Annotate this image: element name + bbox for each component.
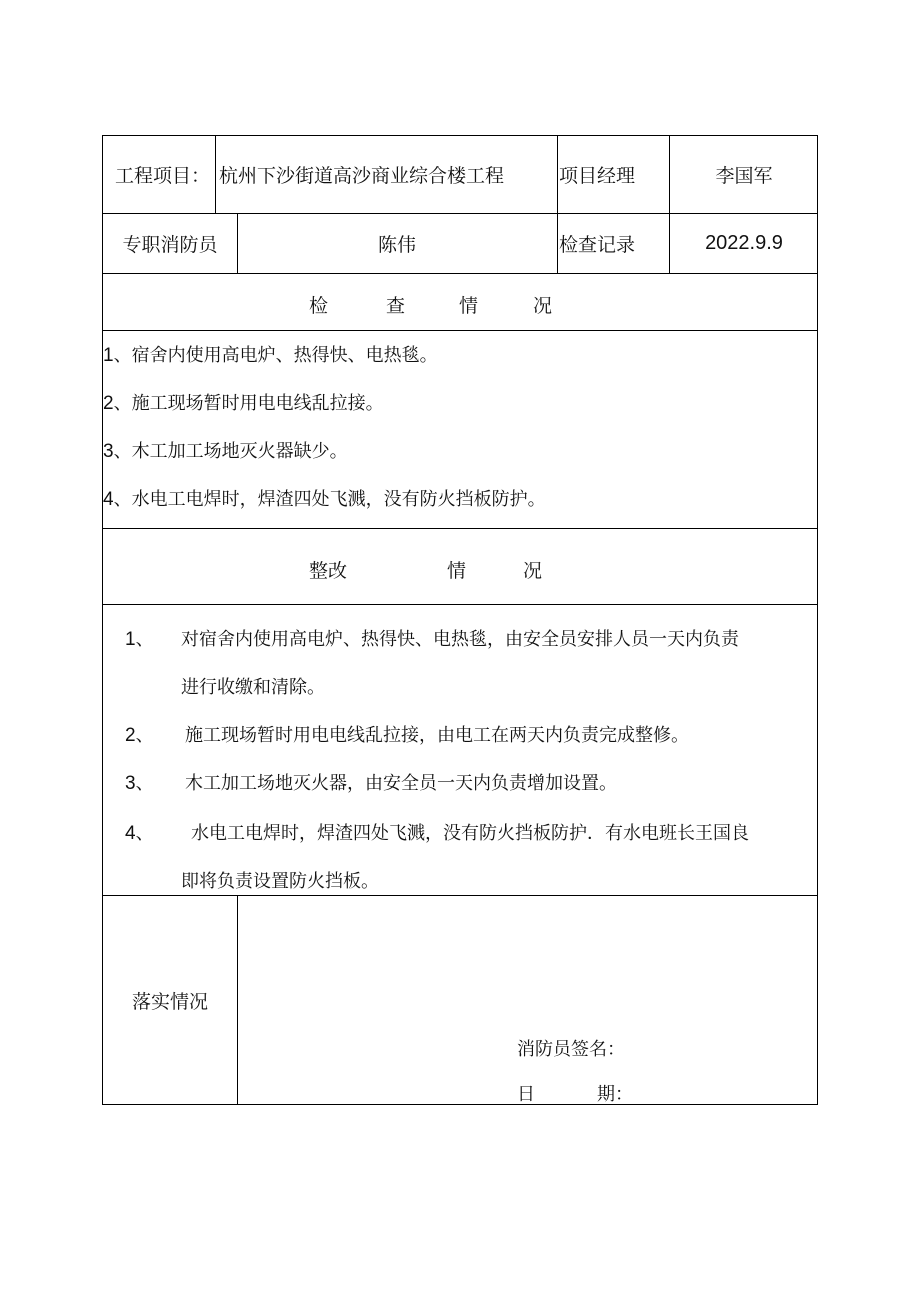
signature-label: 消防员签名： [517, 1039, 625, 1060]
rectification-title-part-2: 情 [447, 560, 467, 582]
officer-name [237, 214, 557, 273]
inspection-title-char-1: 检 [309, 295, 329, 317]
rectification-item-number: 3、 [125, 773, 154, 794]
record-date [669, 214, 819, 273]
project-label [115, 136, 219, 213]
rectification-item-text: 水电工电焊时，焊渣四处飞溅，没有防火挡板防护．有水电班长王国良 [191, 823, 749, 844]
officer-name-text: 陈伟 [377, 234, 416, 256]
rectification-title-row [103, 529, 817, 605]
manager-name-text: 李国军 [715, 165, 773, 187]
manager-label [559, 136, 669, 213]
inspection-title-char-3: 情 [459, 295, 479, 317]
rectification-item-number: 4、 [125, 823, 154, 844]
date-label-left: 日 [517, 1084, 535, 1105]
inspection-item: 4、水电工电焊时，焊渣四处飞溅，没有防火挡板防护。 [103, 489, 546, 510]
inspection-item: 3、木工加工场地灭火器缺少。 [103, 441, 348, 462]
rectification-item-text: 木工加工场地灭火器，由安全员一天内负责增加设置。 [185, 773, 617, 794]
implementation-label-text: 落实情况 [131, 990, 208, 1013]
manager-name [669, 136, 819, 213]
inspection-item: 2、施工现场暂时用电电线乱拉接。 [103, 393, 384, 414]
officer-label-text: 专职消防员 [122, 234, 218, 256]
rectification-item-number: 1、 [125, 629, 154, 650]
rectification-title-part-1: 整改 [309, 560, 348, 582]
rectification-item-text: 施工现场暂时用电电线乱拉接，由电工在两天内负责完成整修。 [185, 725, 689, 746]
row-project [103, 136, 817, 214]
record-label [559, 214, 669, 273]
rectification-item-continuation: 进行收缴和清除。 [181, 677, 325, 698]
rectification-item-text: 对宿舍内使用高电炉、热得快、电热毯，由安全员安排人员一天内负责 [181, 629, 739, 650]
inspection-title-row [103, 274, 817, 331]
project-label-text: 工程项目： [115, 165, 211, 187]
rectification-title-part-3: 况 [523, 560, 543, 582]
project-name [219, 136, 559, 213]
rectification-items-row [103, 605, 817, 896]
inspection-record-table [102, 135, 818, 1105]
inspection-item: 1、宿舍内使用高电炉、热得快、电热毯。 [103, 345, 438, 366]
inspection-title-char-2: 查 [386, 295, 406, 317]
row-officer [103, 214, 817, 274]
date-label-right: 期： [597, 1084, 633, 1105]
record-label-text: 检查记录 [559, 234, 636, 256]
rectification-item-continuation: 即将负责设置防火挡板。 [181, 871, 379, 892]
officer-label [103, 214, 237, 273]
manager-label-text: 项目经理 [559, 165, 636, 187]
inspection-items-row [103, 331, 817, 529]
implementation-row [103, 896, 817, 1104]
record-date-text: 2022.9.9 [705, 232, 783, 254]
inspection-title-char-4: 况 [533, 295, 553, 317]
project-name-text: 杭州下沙街道高沙商业综合楼工程 [219, 165, 505, 187]
rectification-item-number: 2、 [125, 725, 154, 746]
implementation-label [103, 896, 237, 1104]
